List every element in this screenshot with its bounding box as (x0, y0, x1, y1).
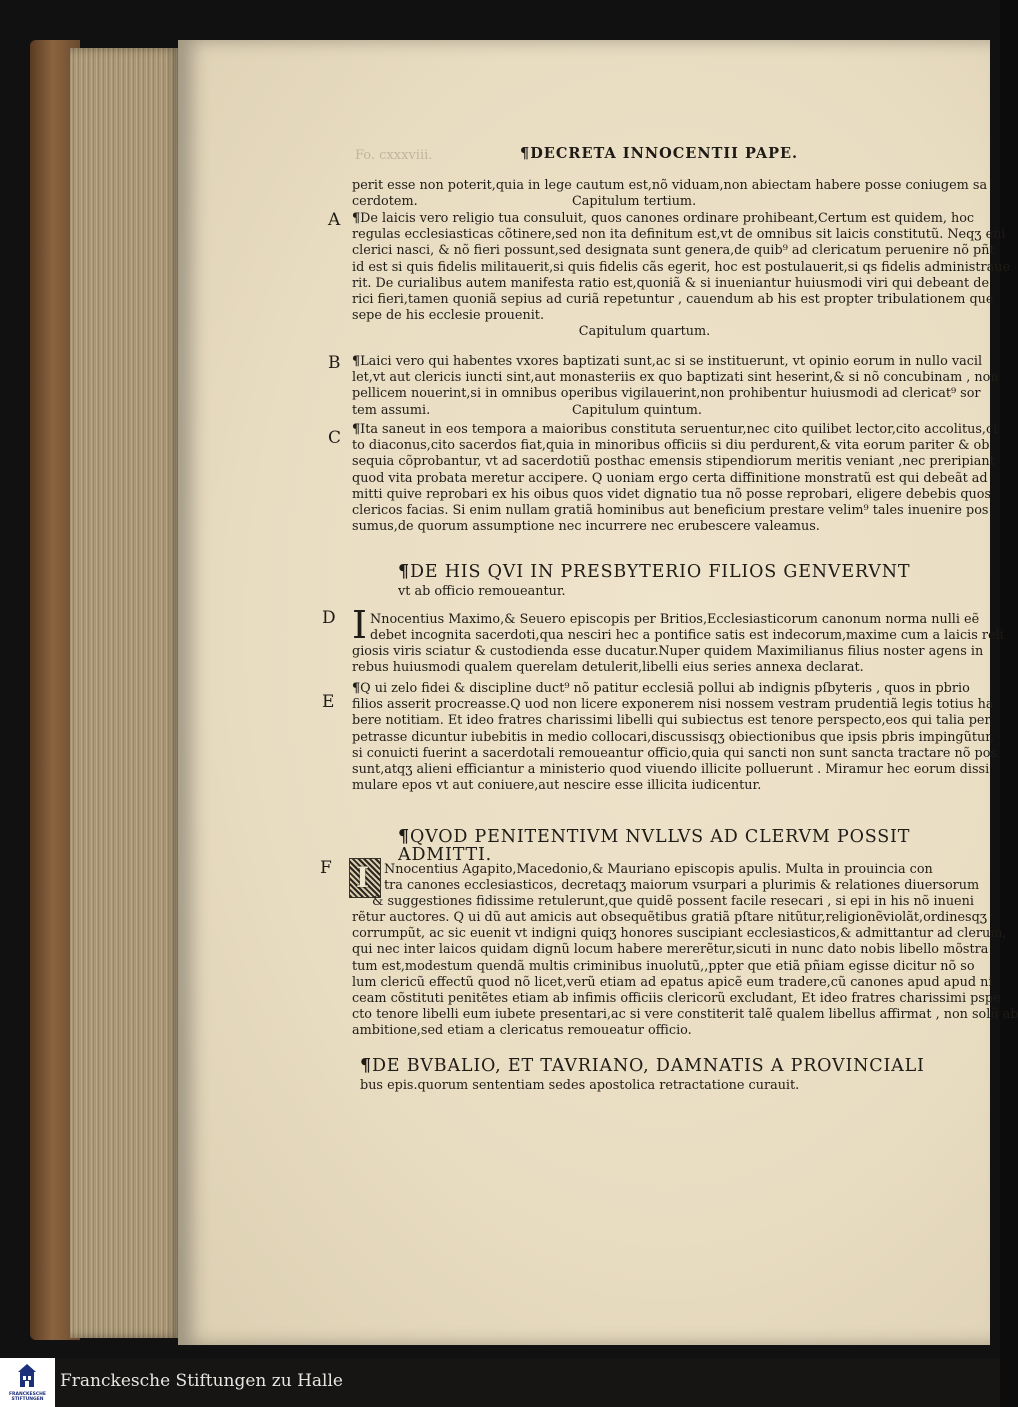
text-line: filios asserit procreasse.Q uod non licere exponerem nisi nossem vestram prudentiã legis totius ha (352, 697, 994, 713)
text-line: ¶Ita saneut in eos tempora a maioribus constituta seruentur,nec cito quilibet lector,cito accolitus,ci (352, 422, 998, 437)
text-line: id est si quis fidelis militauerit,si quis fidelis cãs egerit, hoc est postulauerit,si qs fidelis administraue (352, 259, 1011, 275)
page-edges (70, 48, 180, 1338)
text-line: ambitione,sed etiam a clericatus remoueatur officio. (352, 1023, 692, 1039)
text-line: mitti quive reprobari ex his oibus quos videt dignatio tua nõ posse reprobari, eligere debebis quos (352, 486, 992, 502)
section-f-cont-1 (372, 894, 974, 910)
section-a (352, 211, 1011, 341)
orphanage-logo-icon (16, 1363, 38, 1391)
chapter-caption: Capitulum tertium. (572, 194, 697, 210)
section-c (352, 422, 998, 535)
text-line: Nnocentius Maximo,& Seuero episcopis per Britios,Ecclesiasticorum canonum norma nulli eẽ (370, 612, 980, 627)
margin-marker-d: D (322, 608, 336, 628)
text-line: giosis viris sciatur & custodienda esse ducatur.Nuper quidem Maximilianus filius noster agens in (352, 644, 984, 659)
pilcrow-icon: ¶ (352, 422, 361, 437)
text-line: & suggestiones fidissime retulerunt,que quidẽ possent facile resecari , si epi in his nõ inueni (372, 894, 974, 909)
margin-marker-a: A (328, 210, 341, 230)
text-line: debet incognita sacerdoti,qua nesciri hec a pontifice satis est indecorum,maxime cum a laicis reli (370, 628, 1004, 644)
viewer-footer (0, 1358, 1000, 1407)
text-line: tra canones ecclesiasticos, decretaqʒ maiorum vsurpari a plurimis & relationes diuersorum (384, 878, 980, 894)
margin-marker-e: E (322, 692, 335, 712)
initial-letter: I (352, 603, 368, 647)
text-line: qui nec inter laicos quidam dignũ locum habere mererẽtur,sicuti in nunc dato nobis libello mõstra (352, 942, 989, 958)
institution-name[interactable]: Franckesche Stiftungen zu Halle (60, 1371, 343, 1391)
heading-subtitle: vt ab officio remoueantur. (398, 584, 566, 599)
text-line: rit. De curialibus autem manifesta ratio est,quoniã & si inueniantur huiusmodi viri qui debeant de (352, 275, 990, 291)
bleed-through-text: Fo. cxxxviii. (355, 148, 433, 163)
text-line: sequia cõprobantur, vt ad sacerdotiũ posthac emensis stipendiorum meritis veniant ,nec preripiant (352, 454, 995, 470)
text-line: ceam cõstituti penitẽtes etiam ab infimis officiis clericorũ excludant, Et ideo fratres charissimi pspe (352, 991, 1001, 1007)
text-line: pellicem nouerint,si in omnibus operibus vigilauerint,non prohibentur huiusmodi ad clericat⁹ sor (352, 386, 981, 402)
text-line: clericos facias. Si enim nullam gratiã hominibus aut beneficium prestare velim⁹ tales inuenire pos (352, 503, 989, 519)
intro-block (352, 178, 988, 210)
ornamental-initial: I (349, 858, 381, 898)
margin-marker-c: C (328, 428, 342, 448)
text-line: cto tenore libelli eum iubete presentari,ac si vere constiterit talẽ qualem libellus affirmat , non solũ ab (352, 1007, 1018, 1023)
section-heading: ¶DE HIS QVI IN PRESBYTERIO FILIOS GENVERVNT vt ab officio remoueantur. (398, 562, 911, 599)
pilcrow-icon: ¶ (352, 681, 361, 696)
section-d (370, 612, 1004, 644)
pilcrow-icon: ¶ (520, 145, 531, 162)
text-line: tum est,modestum quendã multis criminibus inuolutũ,,ppter que etiã pñiam egisse dicitur nõ so (352, 958, 975, 974)
text-line: regulas ecclesiasticas cõtinere,sed non ita definitum est,vt de omnibus sit laicis constitutũ. Neqʒ eni (352, 227, 1006, 243)
section-e (352, 681, 997, 794)
pilcrow-icon: ¶ (352, 211, 361, 226)
margin-marker-b: B (328, 353, 341, 373)
margin-marker-f: F (320, 858, 332, 878)
text-line: rebus huiusmodi qualem querelam detulerit,libelli eius series annexa declarat. (352, 660, 864, 676)
chapter-caption: Capitulum quintum. (572, 402, 702, 418)
text-line: si conuicti fuerint a sacerdotali remoueantur officio,quia qui sancti non sunt sancta tractare nõ pos (352, 745, 997, 761)
pilcrow-icon: ¶ (360, 1056, 372, 1076)
text-line: petrasse dicuntur iubebitis in medio collocari,discussisqʒ obiectionibus que ipsis pbris impingũtur, (352, 729, 995, 745)
text-line: sumus,de quorum assumptione nec incurrere nec erubescere valeamus. (352, 519, 820, 535)
text-line: Nnocentius Agapito,Macedonio,& Mauriano episcopis apulis. Multa in prouincia con (384, 862, 933, 877)
pilcrow-icon: ¶ (352, 354, 361, 369)
text-line: tem assumi. Capitulum quintum. (352, 402, 702, 418)
logo-caption: FRANCKESCHE STIFTUNGEN (8, 1392, 47, 1402)
section-f-cont-2 (352, 910, 1018, 1040)
pilcrow-icon: ¶ (398, 562, 410, 582)
pilcrow-icon: ¶ (398, 827, 410, 847)
text-line: cerdotem. Capitulum tertium. (352, 194, 697, 210)
heading-subtitle: bus epis.quorum sententiam sedes apostolica retractatione curauit. (360, 1078, 800, 1093)
text-line: ¶Q ui zelo fidei & discipline duct⁹ nõ patitur ecclesiã pollui ab indignis pſbyteris , quos in pbrio (352, 681, 970, 696)
text-line: rẽtur auctores. Q ui dũ aut amicis aut obsequẽtibus gratiã pſtare nitũtur,religionẽviolãt,ordinesqʒ (352, 910, 988, 925)
text-line: quod vita probata meretur accipere. Q uoniam ergo certa diffinitione monstratũ est qui debeãt ad (352, 470, 988, 486)
section-f (384, 862, 980, 894)
text-line: lum clericũ effectũ quod nõ licet,verũ etiam ad epatus apicẽ eum tradere,cũ canones apud apud ni (352, 974, 993, 990)
running-head: ¶DECRETA INNOCENTII PAPE. (520, 145, 799, 162)
text-line: ¶Laici vero qui habentes vxores baptizati sunt,ac si se instituerunt, vt opinio eorum in nullo vacil (352, 354, 983, 369)
section-b (352, 354, 999, 419)
text-line: sepe de his ecclesie prouenit. (352, 308, 545, 324)
institution-logo[interactable] (0, 1358, 55, 1407)
text-line: bere notitiam. Et ideo fratres charissimi libelli qui subiectus est tenore perspecto,eos qui talia per (352, 713, 991, 729)
text-line: let,vt aut clericis iuncti sint,aut monasteriis ex quo baptizati sint heserint,& si nõ concubinam , non (352, 370, 999, 386)
text-line: clerici nasci, & nõ fieri possunt,sed designata sunt genera,de quib⁹ ad clericatum peruenire nõ pñt (352, 243, 995, 259)
text-line: perit esse non poterit,quia in lege cautum est,nõ viduam,non abiectam habere posse coniugem sa (352, 178, 988, 193)
chapter-caption: Capitulum quartum. (578, 324, 711, 340)
text-line: ¶De laicis vero religio tua consuluit, quos canones ordinare prohibeant,Certum est quidem, hoc (352, 211, 975, 226)
text-line: rici fieri,tamen quoniã sepius ad curiã repetuntur , cauendum ab his est propter tribulationem que (352, 292, 994, 308)
text-line: corrumpũt, ac sic euenit vt indigni quiqʒ honores suscipiant ecclesiasticos,& admittantur ad clerum, (352, 926, 1007, 942)
text-line: to diaconus,cito sacerdos fiat,quia in minoribus officiis si diu perdurent,& vita eorum pariter & ob (352, 438, 990, 454)
text-line: mulare epos vt aut coniuere,aut nescire esse illicita iudicentur. (352, 778, 762, 794)
section-heading: ¶DE BVBALIO, ET TAVRIANO, DAMNATIS A PROVINCIALI bus epis.quorum sententiam sedes apostolica retractatione curauit. (360, 1056, 925, 1093)
heading-line-2: ADMITTI. (398, 845, 493, 865)
text-line: sunt,atqʒ alieni efficiantur a ministerio quod viuendo illicite polluerunt . Miramur hec eorum dissi (352, 762, 990, 778)
section-heading: ¶QVOD PENITENTIVM NVLLVS AD CLERVM POSSIT ADMITTI. (398, 827, 911, 865)
section-d-cont (352, 644, 984, 676)
